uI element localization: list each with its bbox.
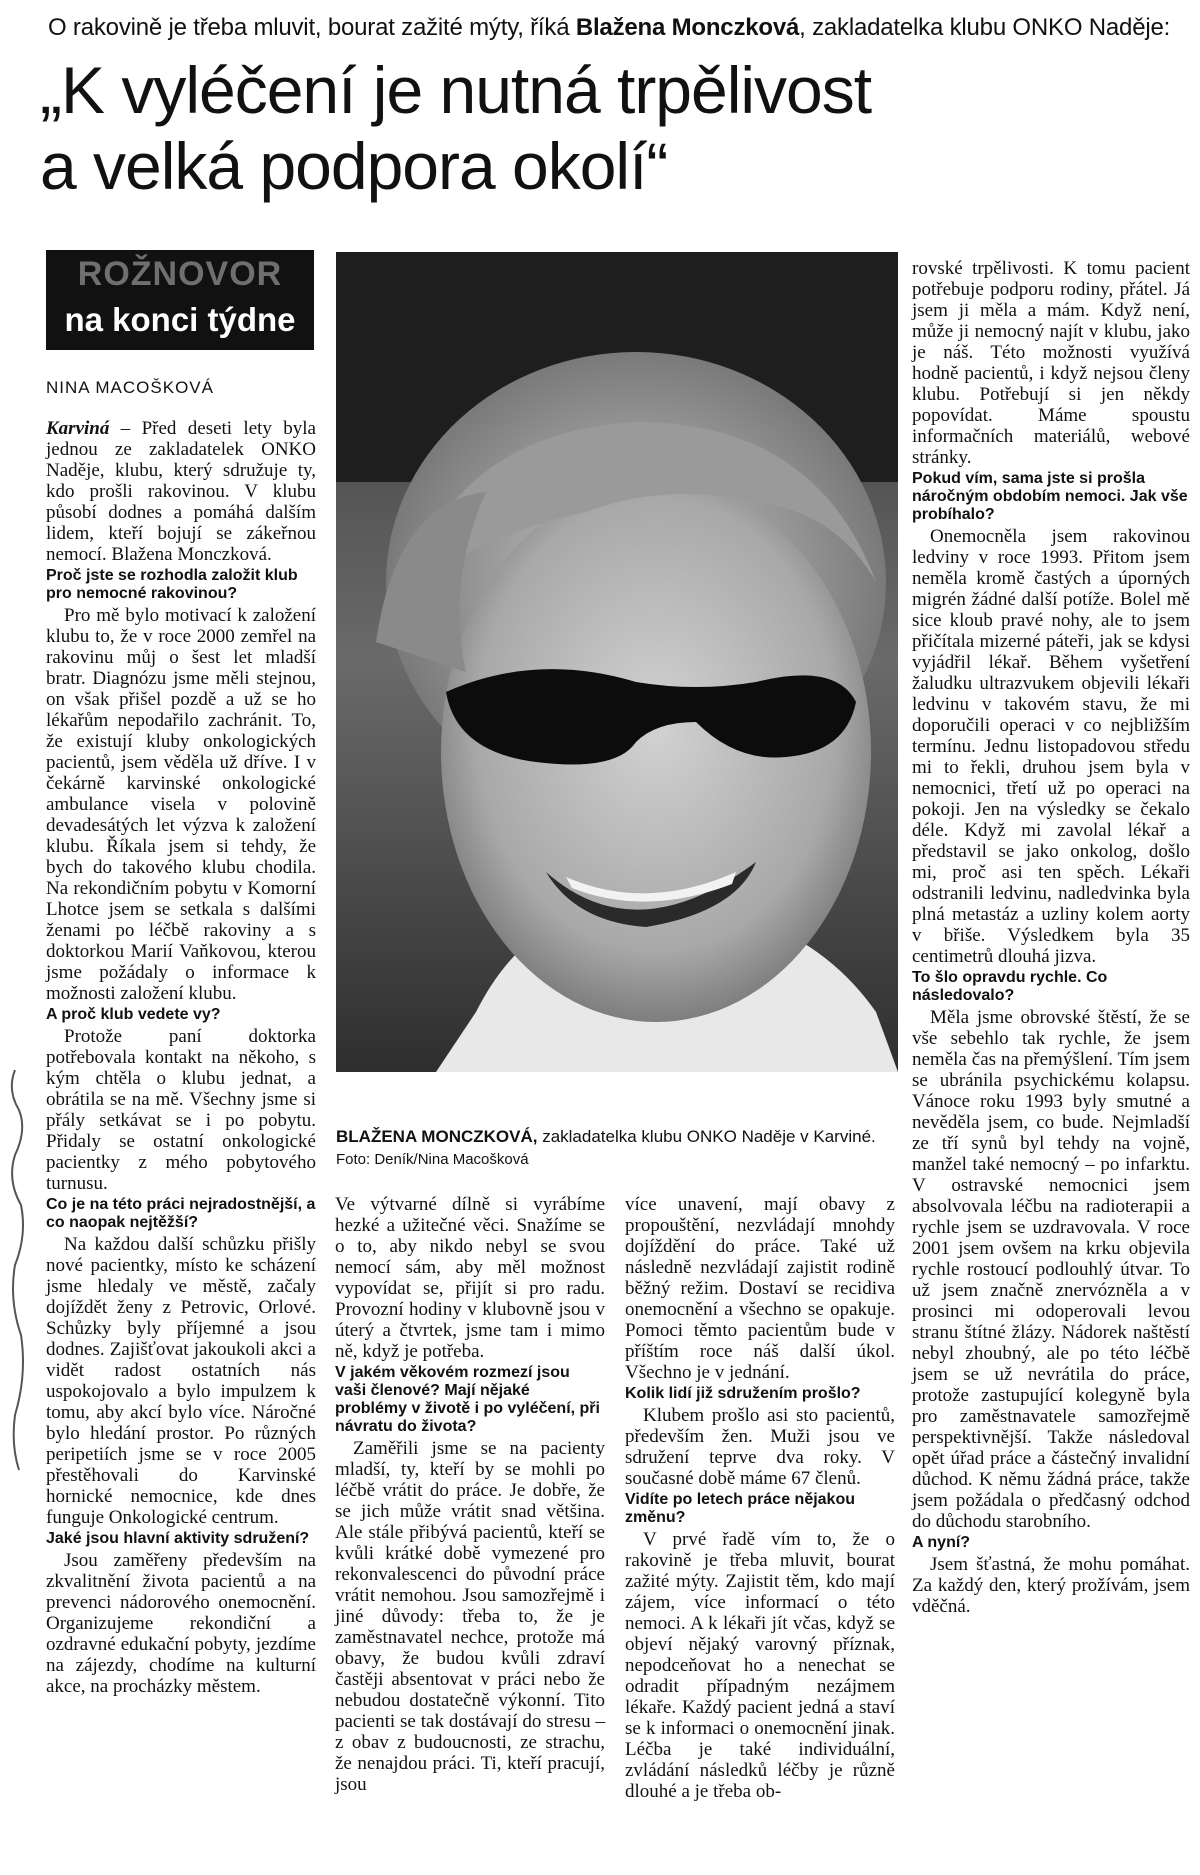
- answer: Na každou další schůzku přišly nové pacientky, místo ke scházení jsme hledaly ve městě, začaly dojíždět ženy z Petrovic, Orlové. Schůzky byly příjemné a jsou dodnes. Zajišťovat jakoukoli akci a vidět radost ostatních nás uspokojovalo a bylo impulzem k tomu, aby akcí bylo více. Náročné bylo hledání prostor. Po různých peripetiích jsme se v roce 2005 přestěhovali do Karvinské hornické nemocnice, kde dnes funguje Onkologické centrum.: [46, 1234, 316, 1528]
- question: Proč jste se rozhodla založit klub pro nemocné rakovinou?: [46, 567, 298, 602]
- kicker-prefix: O rakovině je třeba mluvit, bourat zažité mýty, říká: [48, 14, 576, 41]
- photo-caption: [336, 1126, 896, 1148]
- answer: Měla jsme obrovské štěstí, že se vše sebehlo tak rychle, že jsem neměla čas na přemýšlení. Tím jsem se ubránila psychickému kolapsu. Vánoce roku 1993 byly smutné a nevěděla jsem, co bude. Nejmladší ze tří synů byl tehdy na vojně, manžel také nemocný – po infarktu. V ostravské nemocnici jsem absolvovala léčbu na radioterapii a rychle jsem se uzdravovala. V roce 2001 jsem ovšem na krku objevila rychle rostoucí podlouhlý útvar. To už jsem značně znervózněla a v prosinci mi odoperovali levou stranu štítné žlázy. Nádorek naštěstí nebyl zhoubný, ale po této léčbě jsem se už nevrátila do práce, protože zastupující kolegyně byla pro zaměstnavatele samozřejmě perspektivnější. Takže následoval opět úřad práce a částečný invalidní důchod. K němu žádná práce, takže jsem požádala o předčasný odchod do důchodu starobního.: [912, 1007, 1190, 1532]
- dateline: Karviná: [46, 418, 110, 439]
- answer: Pro mě bylo motivací k založení klubu to, že v roce 2000 zemřel na rakovinu můj o šest let mladší bratr. Diagnózu jsme měli stejnou, on však přišel pozdě a už se ho lékařům nepodařilo zachránit. To, že existují kluby onkologických pacientů, jsem věděla už dříve. I v čekárně karvinské onkologické ambulance visela v polovině devadesátých let výzva k založení klubu. Říkala jsem si tehdy, že bych do takového klubu chodila. Na rekondičním pobytu v Komorní Lhotce jsem se setkala s dalšími ženami po léčbě rakoviny a s doktorkou Marií Vaňkovou, kterou jsme požádaly o informace k možnosti založení klubu.: [46, 605, 316, 1004]
- headline-line-2: a velká podpora okolí“: [40, 129, 668, 203]
- photo-credit: Foto: Deník/Nina Macošková: [336, 1151, 529, 1168]
- headline-line-1: „K vyléčení je nutná trpělivost: [40, 53, 872, 127]
- question: Kolik lidí již sdružením prošlo?: [625, 1385, 861, 1402]
- question: A nyní?: [912, 1534, 971, 1551]
- answer: Jsem šťastná, že mohu pomáhat. Za každý den, který prožívám, jsem vděčná.: [912, 1554, 1190, 1617]
- answer: Onemocněla jsem rakovinou ledviny v roce 1993. Přitom jsem neměla kromě častých a úporných migrén žádné další potíže. Bolel mě sice kloub pravé nohy, ale to jsem přičítala mizerné páteři, jak se kdysi vyjádřil lékař. Během vyšetření žaludku ultrazvukem objevili lékaři ledvinu v takovém stavu, že mi doporučili operaci v co nejbližším termínu. Jednu listopadovou středu mi to řekli, druhou jsem byla v nemocnici, třetí už po operaci na pokoji. Jen na výsledky se čekalo déle. Když mi zavolal lékař a představil se jako onkolog, došlo mi, proč asi ten spěch. Lékaři odstranili ledvinu, nadledvinka byla plná metastáz a uzliny kolem aorty v břiše. Výsledkem byla 35 centimetrů dlouhá jizva.: [912, 526, 1190, 967]
- question: A proč klub vedete vy?: [46, 1006, 221, 1023]
- kicker-name: Blažena Monczková: [575, 14, 800, 41]
- answer-continued: rovské trpělivosti. K tomu pacient potřebuje podporu rodiny, přátel. Já jsem ji měla a mám. Když není, může ji nemocný najít v klubu, jako je náš. Této možnosti využívá hodně pacientů, i když nejsou členy klubu. Potřebují si jen někdy popovídat. Máme spoustu informačních materiálů, webové stránky.: [912, 258, 1190, 468]
- handwritten-margin-note: [0, 1060, 30, 1480]
- question: To šlo opravdu rychle. Co následovalo?: [912, 969, 1108, 1004]
- question: Vidíte po letech práce nějakou změnu?: [625, 1491, 855, 1526]
- lead-text: – Před deseti lety byla jednou ze zakladatelek ONKO Naděje, klubu, který sdružuje ty, kdo prošli rakovinou. V klubu působí dodnes a pomáhá dalším lidem, kteří bojují se zákeřnou nemocí. Blažena Monczková.: [46, 418, 316, 565]
- question: Pokud vím, sama jste si prošla náročným obdobím nemoci. Jak vše probíhalo?: [912, 470, 1188, 523]
- portrait-illustration: [336, 252, 898, 1072]
- lead-paragraph: [46, 418, 316, 565]
- section-rubric: [46, 250, 314, 350]
- caption-name: BLAŽENA MONCZKOVÁ,: [336, 1127, 538, 1146]
- answer: Zaměřili jsme se na pacienty mladší, ty, kteří by se mohli po léčbě vrátit do práce. Je dobře, že se jich může vrátit snad většina. Ale stále přibývá pacientů, kteří se kvůli krátké době vymezené pro rekonvalescenci do původní práce vrátit nemohou. Jsou samozřejmě i jiné důvody: třeba to, že je zaměstnavatel nechce, protože má obavy, že budou kvůli zdraví častěji absentovat v práci nebo že nebudou dostatečně výkonní. Tito pacienti se tak dostávají do stresu – z obav z budoucnosti, ze strachu, že nenajdou práci. Ti, kteří pracují, jsou: [335, 1438, 605, 1795]
- headline: [40, 52, 1180, 204]
- kicker-suffix: , zakladatelka klubu ONKO Naděje:: [799, 14, 1171, 41]
- text-column-2: [335, 1194, 605, 1795]
- caption-text: zakladatelka klubu ONKO Naděje v Karviné.: [537, 1127, 876, 1146]
- question: Jaké jsou hlavní aktivity sdružení?: [46, 1530, 310, 1547]
- answer-continued: více unavení, mají obavy z propouštění, nezvládají mnohdy dojíždění do práce. Také už následně nezvládají zajistit rodině běžný režim. Dostaví se recidiva onemocnění a všechno se opakuje. Pomoci těmto pacientům bude v příštím roce náš další úkol. Všechno je v jednání.: [625, 1194, 895, 1383]
- portrait-photo: [336, 252, 898, 1072]
- rubric-bottom-label: na konci týdne: [64, 301, 296, 338]
- answer: V prvé řadě vím to, že o rakovině je třeba mluvit, bourat zažité mýty. Zajistit těm, kdo mají zájem, více informací o této nemoci. A k lékaři jít včas, když se objeví nějaký varovný příznak, nepodceňovat ho a nenechat se odradit případným nezájmem lékaře. Každý pacient jedná a staví se k informaci o onemocnění jinak. Léčba je také individuální, zvládání následků léčby je různě dlouhé a je třeba ob-: [625, 1529, 895, 1802]
- byline: NINA MACOŠKOVÁ: [46, 378, 214, 397]
- answer: Jsou zaměřeny především na zkvalitnění života pacientů a na prevenci nádorového onemocnění. Organizujeme rekondiční a ozdravné edukační pobyty, jezdíme na zájezdy, chodíme na kulturní akce, na procházky městem.: [46, 1550, 316, 1697]
- rubric-top-label: ROŽNOVOR: [77, 255, 283, 293]
- answer-continued: Ve výtvarné dílně si vyrábíme hezké a užitečné věci. Snažíme se o to, aby nikdo nebyl se svou nemocí sám, aby měl možnost vypovídat se, přijít si pro radu. Provozní hodiny v klubovně jsou v úterý a čtvrtek, jsme tam i mimo ně, když je potřeba.: [335, 1194, 605, 1362]
- answer: Klubem prošlo asi sto pacientů, především žen. Muži jsou ve sdružení teprve dva roky. V současné době máme 67 členů.: [625, 1405, 895, 1489]
- question: V jakém věkovém rozmezí jsou vaši členové? Mají nějaké problémy v životě i po vyléčení, při návratu do života?: [335, 1364, 600, 1435]
- question: Co je na této práci nejradostnější, a co naopak nejtěžší?: [46, 1196, 316, 1231]
- kicker-line: [48, 14, 1178, 42]
- text-column-4: [912, 258, 1190, 1617]
- text-column-1: [46, 418, 316, 1697]
- text-column-3: [625, 1194, 895, 1802]
- answer: Protože paní doktorka potřebovala kontakt na někoho, s kým chtěla o klubu jednat, a obrátila se na mě. Všechny jsme si přály setkávat se i po pobytu. Přidaly se ostatní onkologické pacientky z mého pobytového turnusu.: [46, 1026, 316, 1194]
